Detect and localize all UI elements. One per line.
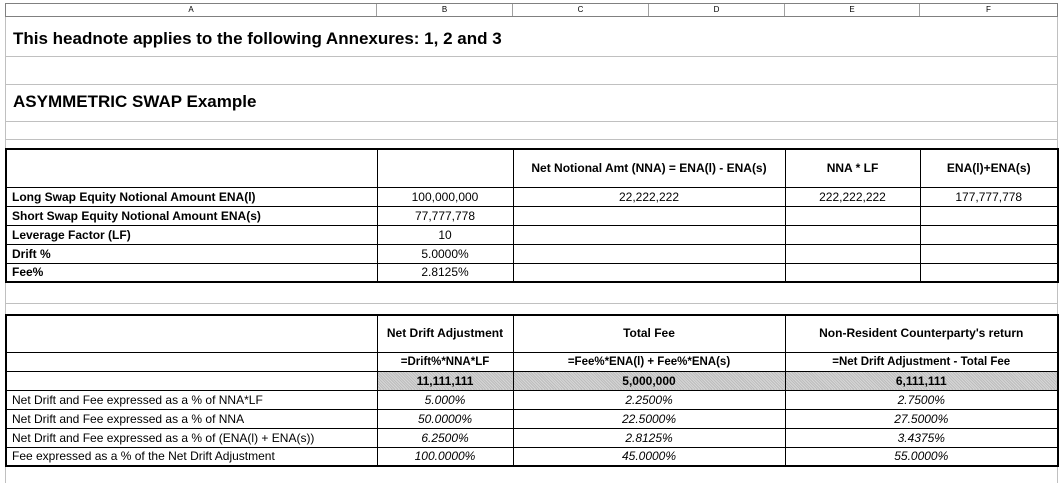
row-nna-lf[interactable]: 222,222,222 [785, 187, 920, 206]
row-divider [5, 56, 1058, 57]
row-return[interactable]: 2.7500% [785, 390, 1058, 409]
formula-counterparty-return[interactable]: =Net Drift Adjustment - Total Fee [785, 352, 1058, 371]
formula-total-fee[interactable]: =Fee%*ENA(l) + Fee%*ENA(s) [513, 352, 785, 371]
header-total-fee[interactable]: Total Fee [513, 315, 785, 352]
row-nna[interactable] [513, 263, 785, 282]
headnote-title: This headnote applies to the following Annexures: 1, 2 and 3 [13, 29, 502, 48]
totals-cell-empty[interactable] [6, 371, 377, 390]
row-label[interactable]: Fee% [6, 263, 377, 282]
row-drift[interactable]: 5.000% [377, 390, 513, 409]
row-ena-sum[interactable] [920, 244, 1058, 263]
header-net-drift[interactable]: Net Drift Adjustment [377, 315, 513, 352]
header-cell-empty[interactable] [6, 315, 377, 352]
row-divider [5, 139, 1058, 140]
row-fee[interactable]: 2.8125% [513, 428, 785, 447]
row-label[interactable]: Leverage Factor (LF) [6, 225, 377, 244]
column-header-f[interactable]: F [986, 5, 991, 14]
row-return[interactable]: 27.5000% [785, 409, 1058, 428]
drift-fee-table [5, 314, 1059, 467]
column-header-e[interactable]: E [785, 4, 920, 16]
header-nna[interactable]: Net Notional Amt (NNA) = ENA(l) - ENA(s) [513, 149, 785, 187]
header-cell-empty[interactable] [377, 149, 513, 187]
row-ena-sum[interactable] [920, 225, 1058, 244]
total-fee[interactable]: 5,000,000 [513, 371, 785, 390]
row-nna-lf[interactable] [785, 244, 920, 263]
table-row [6, 244, 1058, 263]
row-label[interactable]: Long Swap Equity Notional Amount ENA(l) [6, 187, 377, 206]
row-drift[interactable]: 6.2500% [377, 428, 513, 447]
row-drift[interactable]: 100.0000% [377, 447, 513, 466]
header-counterparty-return[interactable]: Non-Resident Counterparty's return [785, 315, 1058, 352]
row-nna[interactable] [513, 206, 785, 225]
table-row [6, 428, 1058, 447]
row-label[interactable]: Drift % [6, 244, 377, 263]
table-row [6, 263, 1058, 282]
row-nna-lf[interactable] [785, 263, 920, 282]
formula-net-drift[interactable]: =Drift%*NNA*LF [377, 352, 513, 371]
row-divider [5, 84, 1058, 85]
table-row [6, 206, 1058, 225]
header-nna-lf[interactable]: NNA * LF [785, 149, 920, 187]
row-value[interactable]: 100,000,000 [377, 187, 513, 206]
row-fee[interactable]: 22.5000% [513, 409, 785, 428]
example-title: ASYMMETRIC SWAP Example [13, 92, 257, 111]
column-header-a[interactable]: A [6, 4, 377, 16]
header-ena-sum[interactable]: ENA(l)+ENA(s) [920, 149, 1058, 187]
row-ena-sum[interactable]: 177,777,778 [920, 187, 1058, 206]
row-value[interactable]: 2.8125% [377, 263, 513, 282]
total-counterparty-return[interactable]: 6,111,111 [785, 371, 1058, 390]
column-header-bar [5, 3, 1058, 17]
row-nna[interactable] [513, 225, 785, 244]
table-row [6, 390, 1058, 409]
table-row [6, 187, 1058, 206]
row-label[interactable]: Net Drift and Fee expressed as a % of NNA [6, 409, 377, 428]
row-fee[interactable]: 2.2500% [513, 390, 785, 409]
notional-amounts-table [5, 148, 1059, 283]
row-label[interactable]: Net Drift and Fee expressed as a % of (ENA(l) + ENA(s)) [6, 428, 377, 447]
row-nna-lf[interactable] [785, 206, 920, 225]
column-header-d[interactable]: D [649, 4, 785, 16]
row-drift[interactable]: 50.0000% [377, 409, 513, 428]
formula-cell-empty[interactable] [6, 352, 377, 371]
row-label[interactable]: Short Swap Equity Notional Amount ENA(s) [6, 206, 377, 225]
row-ena-sum[interactable] [920, 263, 1058, 282]
column-header-b[interactable]: B [377, 4, 513, 16]
row-nna[interactable]: 22,222,222 [513, 187, 785, 206]
row-label[interactable]: Fee expressed as a % of the Net Drift Adjustment [6, 447, 377, 466]
row-divider [5, 303, 1058, 304]
row-value[interactable]: 10 [377, 225, 513, 244]
header-cell-empty[interactable] [6, 149, 377, 187]
table-row [6, 447, 1058, 466]
table-row [6, 409, 1058, 428]
total-net-drift[interactable]: 11,111,111 [377, 371, 513, 390]
row-divider [5, 121, 1058, 122]
row-return[interactable]: 3.4375% [785, 428, 1058, 447]
column-header-c[interactable]: C [513, 4, 649, 16]
row-nna-lf[interactable] [785, 225, 920, 244]
row-fee[interactable]: 45.0000% [513, 447, 785, 466]
row-return[interactable]: 55.0000% [785, 447, 1058, 466]
row-value[interactable]: 5.0000% [377, 244, 513, 263]
row-ena-sum[interactable] [920, 206, 1058, 225]
row-value[interactable]: 77,777,778 [377, 206, 513, 225]
table-row [6, 225, 1058, 244]
row-nna[interactable] [513, 244, 785, 263]
row-label[interactable]: Net Drift and Fee expressed as a % of NNA*LF [6, 390, 377, 409]
